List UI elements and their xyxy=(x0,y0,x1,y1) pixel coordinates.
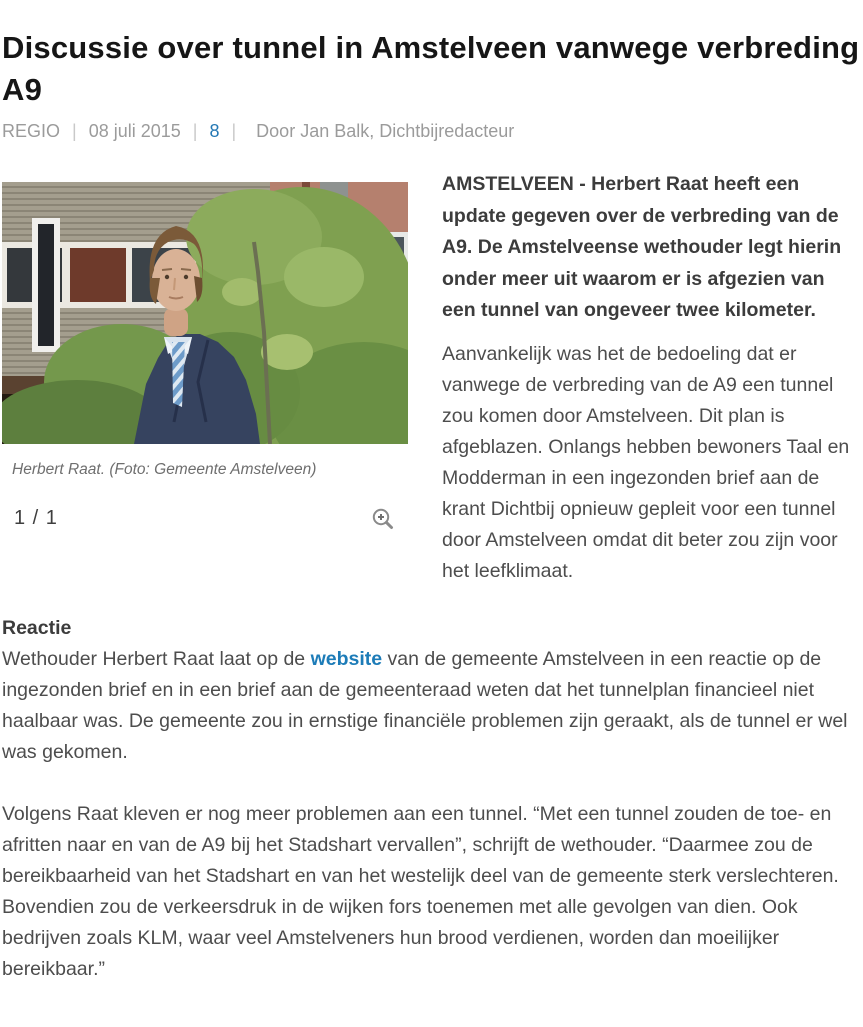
article-body xyxy=(2,169,861,985)
intro-paragraph: Aanvankelijk was het de bedoeling dat er vanwege de verbreding van de A9 een tunnel zou komen door Amstelveen. Dit plan is afgeblazen. Onlangs hebben bewoners Taal en Modderman in een ingezonden brief aan de krant Dichtbij opnieuw gepleit voor een tunnel door Amstelveen omdat dit beter zou zijn voor het leefklimaat. xyxy=(442,342,850,582)
comments-count-link[interactable]: 8 xyxy=(209,121,220,141)
meta-separator: | xyxy=(72,121,77,141)
meta-separator: | xyxy=(192,121,198,141)
photo-figure xyxy=(2,182,408,534)
article-meta xyxy=(2,121,861,142)
gallery-controls xyxy=(2,503,408,534)
reactie-paragraph xyxy=(2,644,861,768)
reactie-text-after: van de gemeente Amstelveen in een reactie op de ingezonden brief en in een brief aan de gemeenteraad weten dat het tunnelplan financieel niet haalbaar was. De gemeente zou in ernstige financiële problemen zijn geraakt, als de tunnel er wel was gekomen. xyxy=(2,647,848,763)
quote-paragraph: Volgens Raat kleven er nog meer problemen aan een tunnel. “Met een tunnel zouden de toe- en afritten naar en van de A9 bij het Stadshart vervallen”, schrijft de wethouder. “Daarmee zou de bereikbaarheid van het Stadshart en van het westelijk deel van de gemeente sterk verslechteren. Bovendien zou de verkeersdruk in de wijken fors toenemen met alle gevolgen van dien. Ook bedrijven zoals KLM, waar veel Amstelveners hun brood verdienen, worden dan moeilijker bereikbaar.” xyxy=(2,802,839,980)
publish-date: 08 juli 2015 xyxy=(88,121,181,141)
article-page xyxy=(0,27,863,985)
photo-caption: Herbert Raat. (Foto: Gemeente Amstelveen) xyxy=(12,461,317,478)
gallery-counter: 1 / 1 xyxy=(14,507,58,529)
zoom-in-icon[interactable] xyxy=(370,506,396,532)
category-label[interactable]: REGIO xyxy=(2,121,61,141)
photo-illustration xyxy=(2,182,408,444)
reactie-text-before: Wethouder Herbert Raat laat op de xyxy=(2,647,311,670)
author-byline: Door Jan Balk, Dichtbijredacteur xyxy=(256,121,515,141)
article-photo[interactable] xyxy=(2,182,408,444)
article-title: Discussie over tunnel in Amstelveen vanwege verbreding A9 xyxy=(2,30,860,107)
meta-separator: | xyxy=(231,121,237,141)
subheading-reactie: Reactie xyxy=(2,616,72,639)
website-link[interactable]: website xyxy=(310,647,383,670)
lead-paragraph: AMSTELVEEN - Herbert Raat heeft een update gegeven over de verbreding van de A9. De Amstelveense wethouder legt hierin onder meer uit waarom er is afgezien van een tunnel van ongeveer twee kilometer. xyxy=(442,173,842,321)
